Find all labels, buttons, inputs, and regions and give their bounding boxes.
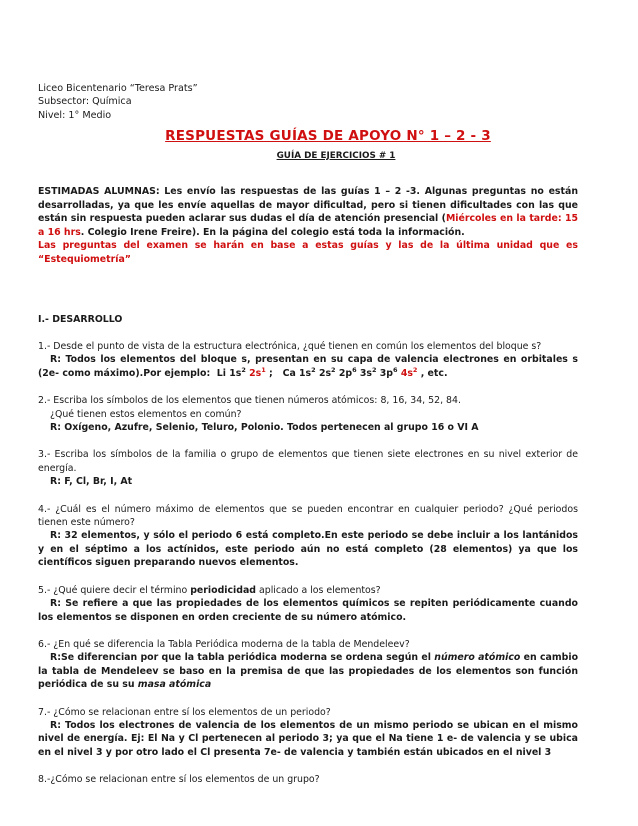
question-6 — [38, 638, 578, 692]
li-red-sup: 1 — [261, 365, 266, 374]
intro-text-2: . Colegio Irene Freire). En la página del colegio está toda la información. — [80, 226, 465, 238]
page-subtitle: GUÍA DE EJERCICIOS # 1 — [276, 150, 396, 161]
question-2-text-2: ¿Qué tienen estos elementos en común? — [50, 408, 242, 420]
config-separator: ; — [269, 367, 273, 379]
question-8-text: 8.-¿Cómo se relacionan entre sí los elementos de un grupo? — [38, 774, 320, 786]
ca-sup-4: 2 — [371, 365, 377, 374]
intro-warning: Las preguntas del examen se harán en base a estas guías y las de la última unidad que es “Estequiometría” — [38, 240, 578, 265]
q6-answer-italic-2: masa atómica — [137, 679, 212, 691]
question-2 — [38, 394, 578, 434]
ca-3p: 3p — [379, 367, 394, 379]
question-2-answer: R: Oxígeno, Azufre, Selenio, Teluro, Polonio. Todos pertenecen al grupo 16 o VI A — [50, 422, 479, 434]
li-red: 2s — [249, 367, 262, 379]
q5-text-a: 5.- ¿Qué quiere decir el término — [38, 584, 188, 596]
school-name: Liceo Bicentenario “Teresa Prats” — [38, 83, 198, 94]
li-sup: 2 — [241, 365, 246, 374]
li-base: Li 1s — [216, 367, 242, 379]
question-8 — [38, 773, 578, 786]
page-title: RESPUESTAS GUÍAS DE APOYO N° 1 – 2 - 3 — [165, 128, 491, 145]
ca-3s: 3s — [359, 367, 372, 379]
ca-2p: 2p — [338, 367, 353, 379]
question-6-answer — [38, 652, 578, 690]
intro-highlight: Miércoles en la tarde: 15 a 16 hrs — [38, 213, 578, 238]
config-etc: , etc. — [420, 367, 448, 379]
question-7-text: 7.- ¿Cómo se relacionan entre sí los elementos de un periodo? — [38, 706, 331, 718]
question-3-answer: R: F, Cl, Br, I, At — [50, 476, 133, 488]
intro-text-1: ESTIMADAS ALUMNAS: Les envío las respuestas de las guías 1 – 2 -3. Algunas preguntas no están desarrolladas, ya que les envíe aquellas de mayor dificultad, pero si tienen dificultades con las que están sin respuesta pueden aclarar sus dudas el día de atención presencial ( — [38, 186, 578, 225]
question-3 — [38, 448, 578, 488]
ca-red-sup: 2 — [412, 365, 418, 374]
level-line: Nivel: 1° Medio — [38, 109, 112, 121]
question-1 — [38, 340, 578, 380]
ca-sup-3: 6 — [352, 365, 357, 374]
document-page — [38, 82, 578, 787]
question-7-answer: R: Todos los electrones de valencia de los elementos de un mismo periodo se ubican en el mismo nivel de energía. Ej: El Na y Cl pertenecen al periodo 3; ya que el Na tiene 1 e- de valencia y se ubica en el nivel 3 y por otro lado el Cl presenta 7e- de valencia y también están ubicados en el nivel 3 — [38, 719, 578, 758]
question-4-answer: R: 32 elementos, y sólo el periodo 6 está completo.En este periodo se debe incluir a los lantánidos y en el séptimo a los actínidos, este periodo aún no está completo (28 elementos) ya que los científicos siguen preparando nuevos elementos. — [38, 530, 578, 569]
question-7 — [38, 706, 578, 760]
q1-answer-text: R: Todos los elementos del bloque s, presentan en su capa de valencia electrones en orbitales s (2e- como máximo).Por ejemplo: — [38, 354, 578, 379]
q6-answer-italic-1: número atómico — [434, 652, 521, 664]
q5-text-b: aplicado a los elementos? — [259, 584, 381, 596]
question-1-text: 1.- Desde el punto de vista de la estructura electrónica, ¿qué tienen en común los elementos del bloque s? — [38, 341, 542, 352]
ca-config — [282, 365, 418, 379]
li-config — [216, 365, 266, 379]
question-4-text: 4.- ¿Cuál es el número máximo de elementos que se pueden encontrar en cualquier periodo? ¿Qué periodos tienen este número? — [38, 503, 578, 529]
question-5-answer: R: Se refiere a que las propiedades de los elementos químicos se repiten periódicamente cuando los elementos se disponen en orden creciente de su número atómico. — [38, 598, 578, 623]
question-4 — [38, 503, 578, 570]
intro-paragraph — [38, 185, 578, 267]
question-5-text — [38, 584, 578, 597]
ca-base: Ca 1s — [282, 367, 312, 379]
q5-term: periodicidad — [190, 584, 257, 596]
question-2-text: 2.- Escriba los símbolos de los elementos que tienen números atómicos: 8, 16, 34, 52, 84. — [38, 395, 461, 407]
q6-answer-b: en cambio la tabla de Mendeleev se baso en la premisa de que las propiedades de los elementos son función periódica de su su — [38, 652, 579, 691]
ca-sup-2: 2 — [331, 365, 336, 374]
ca-sup-1: 2 — [311, 365, 316, 374]
ca-sup-5: 6 — [393, 365, 398, 374]
question-1-answer — [38, 354, 578, 378]
ca-red: 4s — [400, 367, 413, 379]
question-5 — [38, 584, 578, 624]
section-title: I.- DESARROLLO — [38, 313, 123, 325]
question-6-text: 6.- ¿En qué se diferencia la Tabla Periódica moderna de la tabla de Mendeleev? — [38, 638, 410, 650]
ca-2s: 2s — [318, 367, 332, 379]
subject-line: Subsector: Química — [38, 96, 132, 108]
q6-answer-a: R:Se diferencian por que la tabla periódica moderna se ordena según el — [50, 652, 431, 664]
question-3-text: 3.- Escriba los símbolos de la familia o grupo de elementos que tienen siete electrones en su nivel exterior de energía. — [38, 449, 578, 474]
